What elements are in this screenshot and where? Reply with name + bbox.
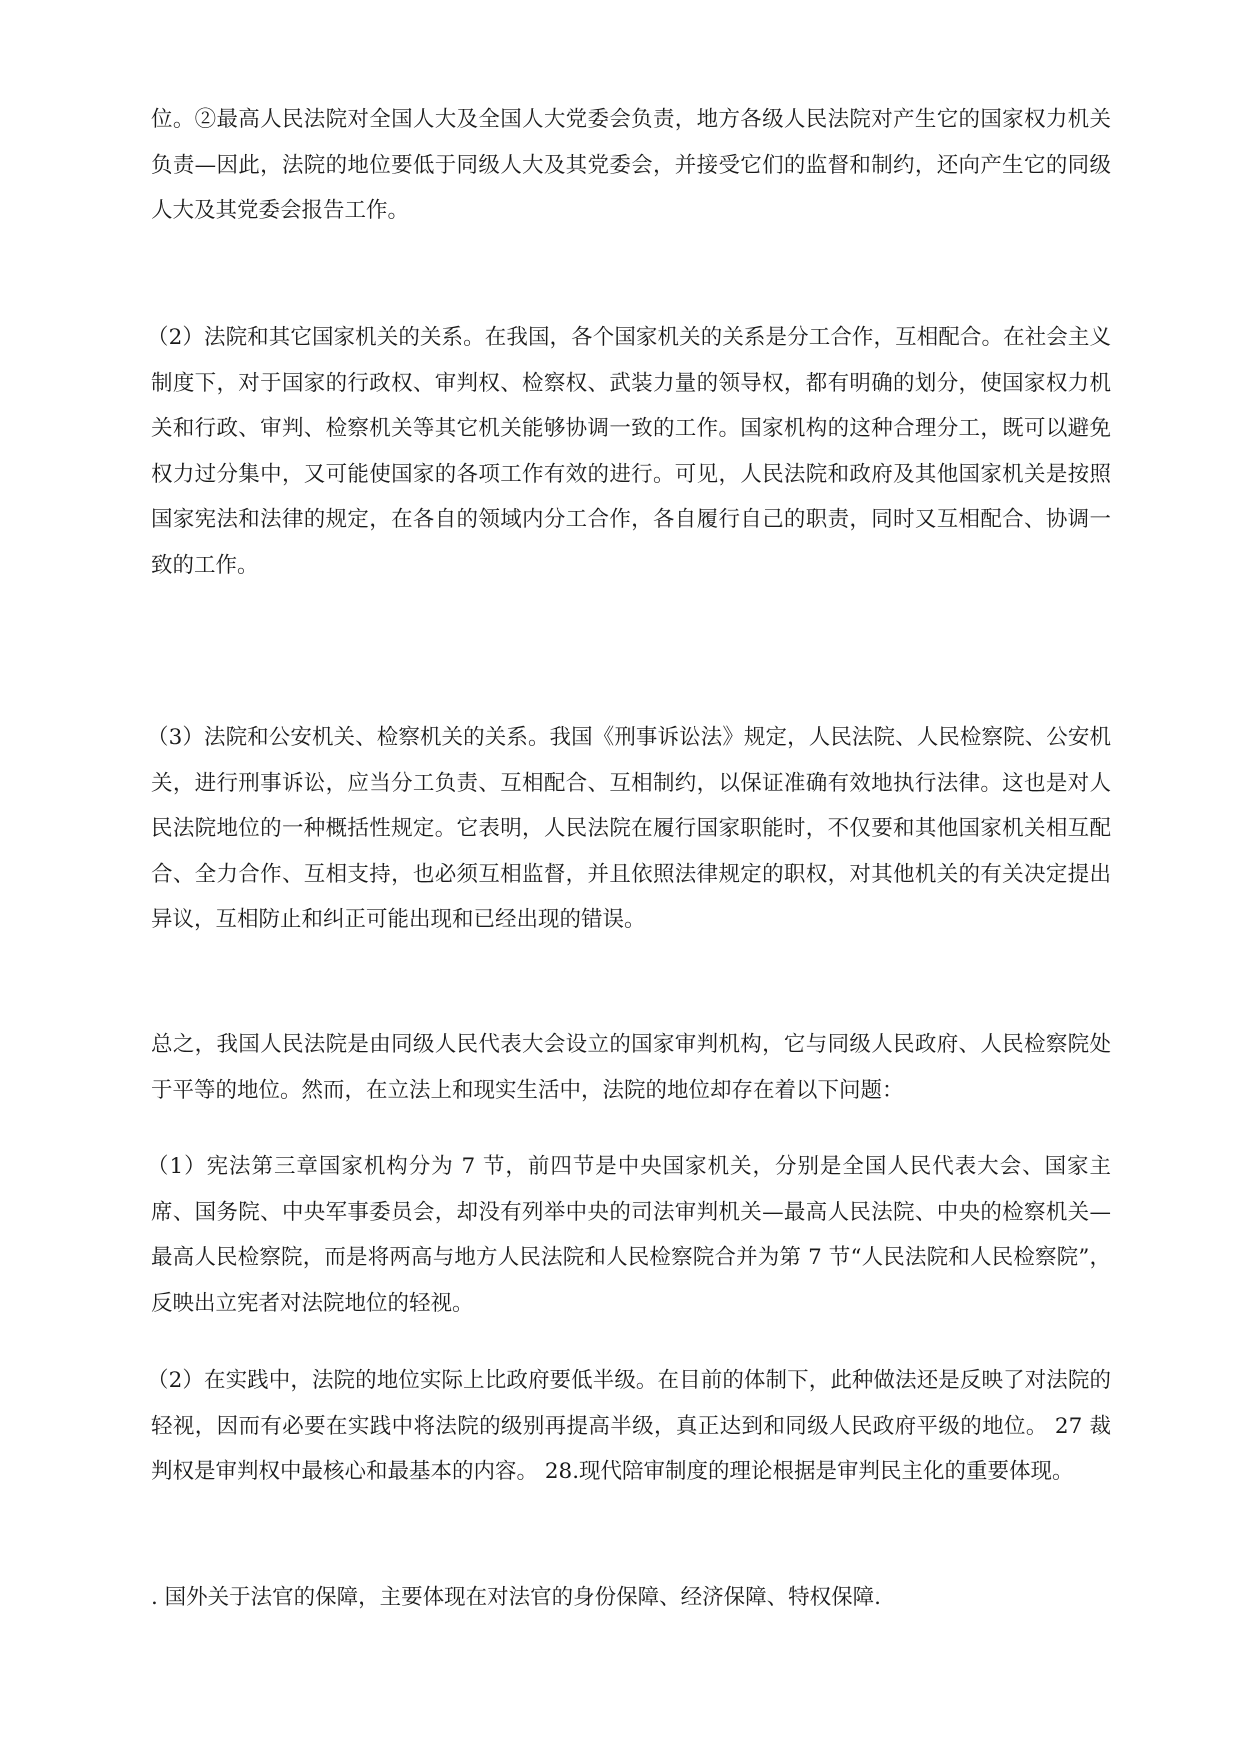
paragraph-summary: 总之，我国人民法院是由同级人民代表大会设立的国家审判机构，它与同级人民政府、人民检察院处于平等的地位。然而，在立法上和现实生活中，法院的地位却存在着以下问题： — [151, 1032, 1111, 1103]
paragraph-court-accountability: 位。②最高人民法院对全国人大及全国人大党委会负责，地方各级人民法院对产生它的国家权力机关负责—因此，法院的地位要低于同级人大及其党委会，并接受它们的监督和制约，还向产生它的同级人大及其党委会报告工作。 — [151, 107, 1111, 223]
paragraph-judge-guarantees: . 国外关于法官的保障，主要体现在对法官的身份保障、经济保障、特权保障. — [151, 1585, 882, 1610]
paragraph-constitution-issue: （1）宪法第三章国家机构分为 7 节，前四节是中央国家机关，分别是全国人民代表大会、国家主席、国务院、中央军事委员会，却没有列举中央的司法审判机关—最高人民法院、中央的检察机关—最高人民检察院，而是将两高与地方人民法院和人民检察院合并为第 7 节“人民法院和人民检察院”，反映出立宪者对法院地位的轻视。 — [147, 1154, 1111, 1316]
paragraph-other-state-organs: （2）法院和其它国家机关的关系。在我国，各个国家机关的关系是分工合作，互相配合。在社会主义制度下，对于国家的行政权、审判权、检察权、武装力量的领导权，都有明确的划分，使国家权力机关和行政、审判、检察机关等其它机关能够协调一致的工作。国家机构的这种合理分工，既可以避免权力过分集中，又可能使国家的各项工作有效的进行。可见，人民法院和政府及其他国家机关是按照国家宪法和法律的规定，在各自的领域内分工合作，各自履行自己的职责，同时又互相配合、协调一致的工作。 — [147, 325, 1111, 578]
paragraph-practice-issue: （2）在实践中，法院的地位实际上比政府要低半级。在目前的体制下，此种做法还是反映了对法院的轻视，因而有必要在实践中将法院的级别再提高半级，真正达到和同级人民政府平级的地位。 27 裁判权是审判权中最核心和最基本的内容。 28.现代陪审制度的理论根据是审判民主化的重要体现。 — [147, 1368, 1111, 1484]
paragraph-police-procuratorate: （3）法院和公安机关、检察机关的关系。我国《刑事诉讼法》规定，人民法院、人民检察院、公安机关，进行刑事诉讼，应当分工负责、互相配合、互相制约，以保证准确有效地执行法律。这也是对人民法院地位的一种概括性规定。它表明，人民法院在履行国家职能时，不仅要和其他国家机关相互配合、全力合作、互相支持，也必须互相监督，并且依照法律规定的职权，对其他机关的有关决定提出异议，互相防止和纠正可能出现和已经出现的错误。 — [147, 725, 1111, 932]
